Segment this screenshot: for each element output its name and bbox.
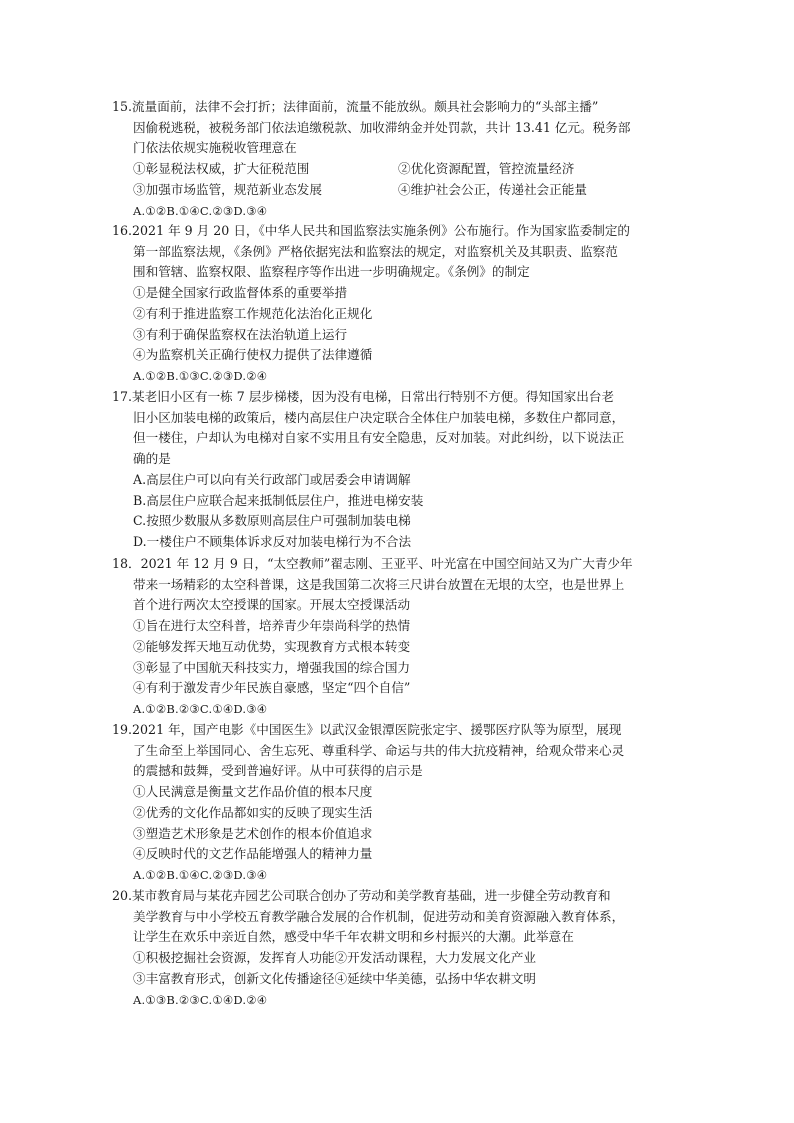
option-4: ④为监察机关正确行使权力提供了法律遵循 — [133, 347, 373, 363]
question-stem-line: 18．2021 年 12 月 9 日，“太空教师”翟志刚、王亚平、叶光富在中国空间站又为广大青少年 — [112, 556, 633, 571]
option-d: D.一楼住户不顾集体诉求反对加装电梯行为不合法 — [133, 533, 412, 549]
answer-choices: A.①③B.②③C.①④D.②④ — [133, 992, 268, 1007]
question-stem-line: 19.2021 年，国产电影《中国医生》以武汉金银潭医院张定宇、援鄂医疗队等为原型，展现 — [112, 722, 622, 737]
answer-choices: A.①②B.①③C.②③D.②④ — [133, 368, 268, 383]
question-stem-line: 16.2021 年 9 月 20 日，《中华人民共和国监察法实施条例》公布施行。作为国家监委制定的 — [112, 223, 631, 238]
question-15 — [112, 97, 687, 221]
option-4: ④反映时代的文艺作品能增强人的精神力量 — [133, 846, 373, 862]
option-4: ④有利于激发青少年民族自豪感，坚定“四个自信” — [133, 680, 411, 696]
question-stem-line: 15.流量面前，法律不会打折；法律面前，流量不能放纵。颇具社会影响力的“头部主播” — [112, 99, 599, 114]
question-stem-line: 门依法依规实施税收管理意在 — [133, 140, 297, 156]
question-stem-line: 确的是 — [133, 451, 171, 467]
question-stem-line: 围和管辖、监察权限、监察程序等作出进一步明确规定。《条例》的制定 — [133, 264, 530, 280]
question-stem-line: 第一部监察法规，《条例》严格依据宪法和监察法的规定，对监察机关及其职责、监察范 — [133, 243, 618, 259]
option-c: C.按照少数服从多数原则高层住户可强制加装电梯 — [133, 513, 411, 529]
option-1: ①彰显税法权威，扩大征税范围 — [133, 161, 310, 177]
option-row — [112, 159, 687, 180]
option-line-1: ①积极挖掘社会资源，发挥育人功能②开发活动课程，大力发展文化产业 — [133, 950, 536, 966]
answer-choices: A.①②B.①④C.②③D.③④ — [133, 867, 268, 882]
answer-choices: A.①②B.①④C.②③D.③④ — [133, 203, 268, 218]
question-stem-line: 20.某市教育局与某花卉园艺公司联合创办了劳动和美学教育基础，进一步健全劳动教育和 — [112, 888, 611, 903]
question-18 — [112, 554, 687, 720]
question-17 — [112, 387, 687, 553]
question-16 — [112, 221, 687, 387]
question-20 — [112, 886, 687, 1010]
option-line-2: ③丰富教育形式，创新文化传播途径④延续中华美德，弘扬中华农耕文明 — [133, 970, 536, 986]
question-stem-line: 旧小区加装电梯的政策后，楼内高层住户决定联合全体住户加装电梯，多数住户都同意， — [133, 409, 625, 425]
question-stem-line: 因偷税逃税，被税务部门依法追缴税款、加收滞纳金并处罚款，共计 13.41 亿元。税务部 — [133, 119, 631, 135]
answer-choices: A.①②B.②③C.①④D.③④ — [133, 701, 268, 716]
option-2: ②优化资源配置，管控流量经济 — [398, 161, 575, 177]
option-2: ②优秀的文化作品都如实的反映了现实生活 — [133, 804, 373, 820]
question-stem-line: 但一楼住，户却认为电梯对自家不实用且有安全隐患，反对加装。对此纠纷，以下说法正 — [133, 430, 625, 446]
question-stem-line: 了生命至上举国同心、舍生忘死、尊重科学、命运与共的伟大抗疫精神，给观众带来心灵 — [133, 742, 625, 758]
option-2: ②能够发挥天地互动优势，实现教育方式根本转变 — [133, 638, 411, 654]
question-stem-line: 的震撼和鼓舞，受到普遍好评。从中可获得的启示是 — [133, 763, 423, 779]
option-2: ②有利于推进监察工作规范化法治化正规化 — [133, 305, 373, 321]
option-3: ③加强市场监管，规范新业态发展 — [133, 181, 322, 197]
question-stem-line: 让学生在欢乐中亲近自然，感受中华千年农耕文明和乡村振兴的大潮。此举意在 — [133, 929, 574, 945]
option-3: ③彰显了中国航天科技实力，增强我国的综合国力 — [133, 659, 411, 675]
option-b: B.高层住户应联合起来抵制低层住户，推进电梯安装 — [133, 492, 424, 508]
option-1: ①人民满意是衡量文艺作品价值的根本尺度 — [133, 784, 373, 800]
option-1: ①是健全国家行政监督体系的重要举措 — [133, 285, 348, 301]
question-19 — [112, 720, 687, 886]
option-3: ③有利于确保监察权在法治轨道上运行 — [133, 326, 348, 342]
option-row — [112, 180, 687, 201]
option-1: ①旨在进行太空科普，培养青少年崇尚科学的热情 — [133, 618, 411, 634]
question-stem-line: 首个进行两次太空授课的国家。开展太空授课活动 — [133, 597, 411, 613]
question-stem-line: 美学教育与中小学校五育教学融合发展的合作机制，促进劳动和美育资源融入教育体系， — [133, 908, 625, 924]
option-3: ③塑造艺术形象是艺术创作的根本价值追求 — [133, 825, 373, 841]
question-stem-line: 带来一场精彩的太空科普课，这是我国第二次将三尺讲台放置在无垠的太空，也是世界上 — [133, 576, 625, 592]
option-a: A.高层住户可以向有关行政部门或居委会申请调解 — [133, 471, 411, 487]
option-4: ④维护社会公正，传递社会正能量 — [398, 181, 587, 197]
question-stem-line: 17.某老旧小区有一栋 7 层步梯楼，因为没有电梯，日常出行特别不方便。得知国家出台老 — [112, 389, 615, 404]
